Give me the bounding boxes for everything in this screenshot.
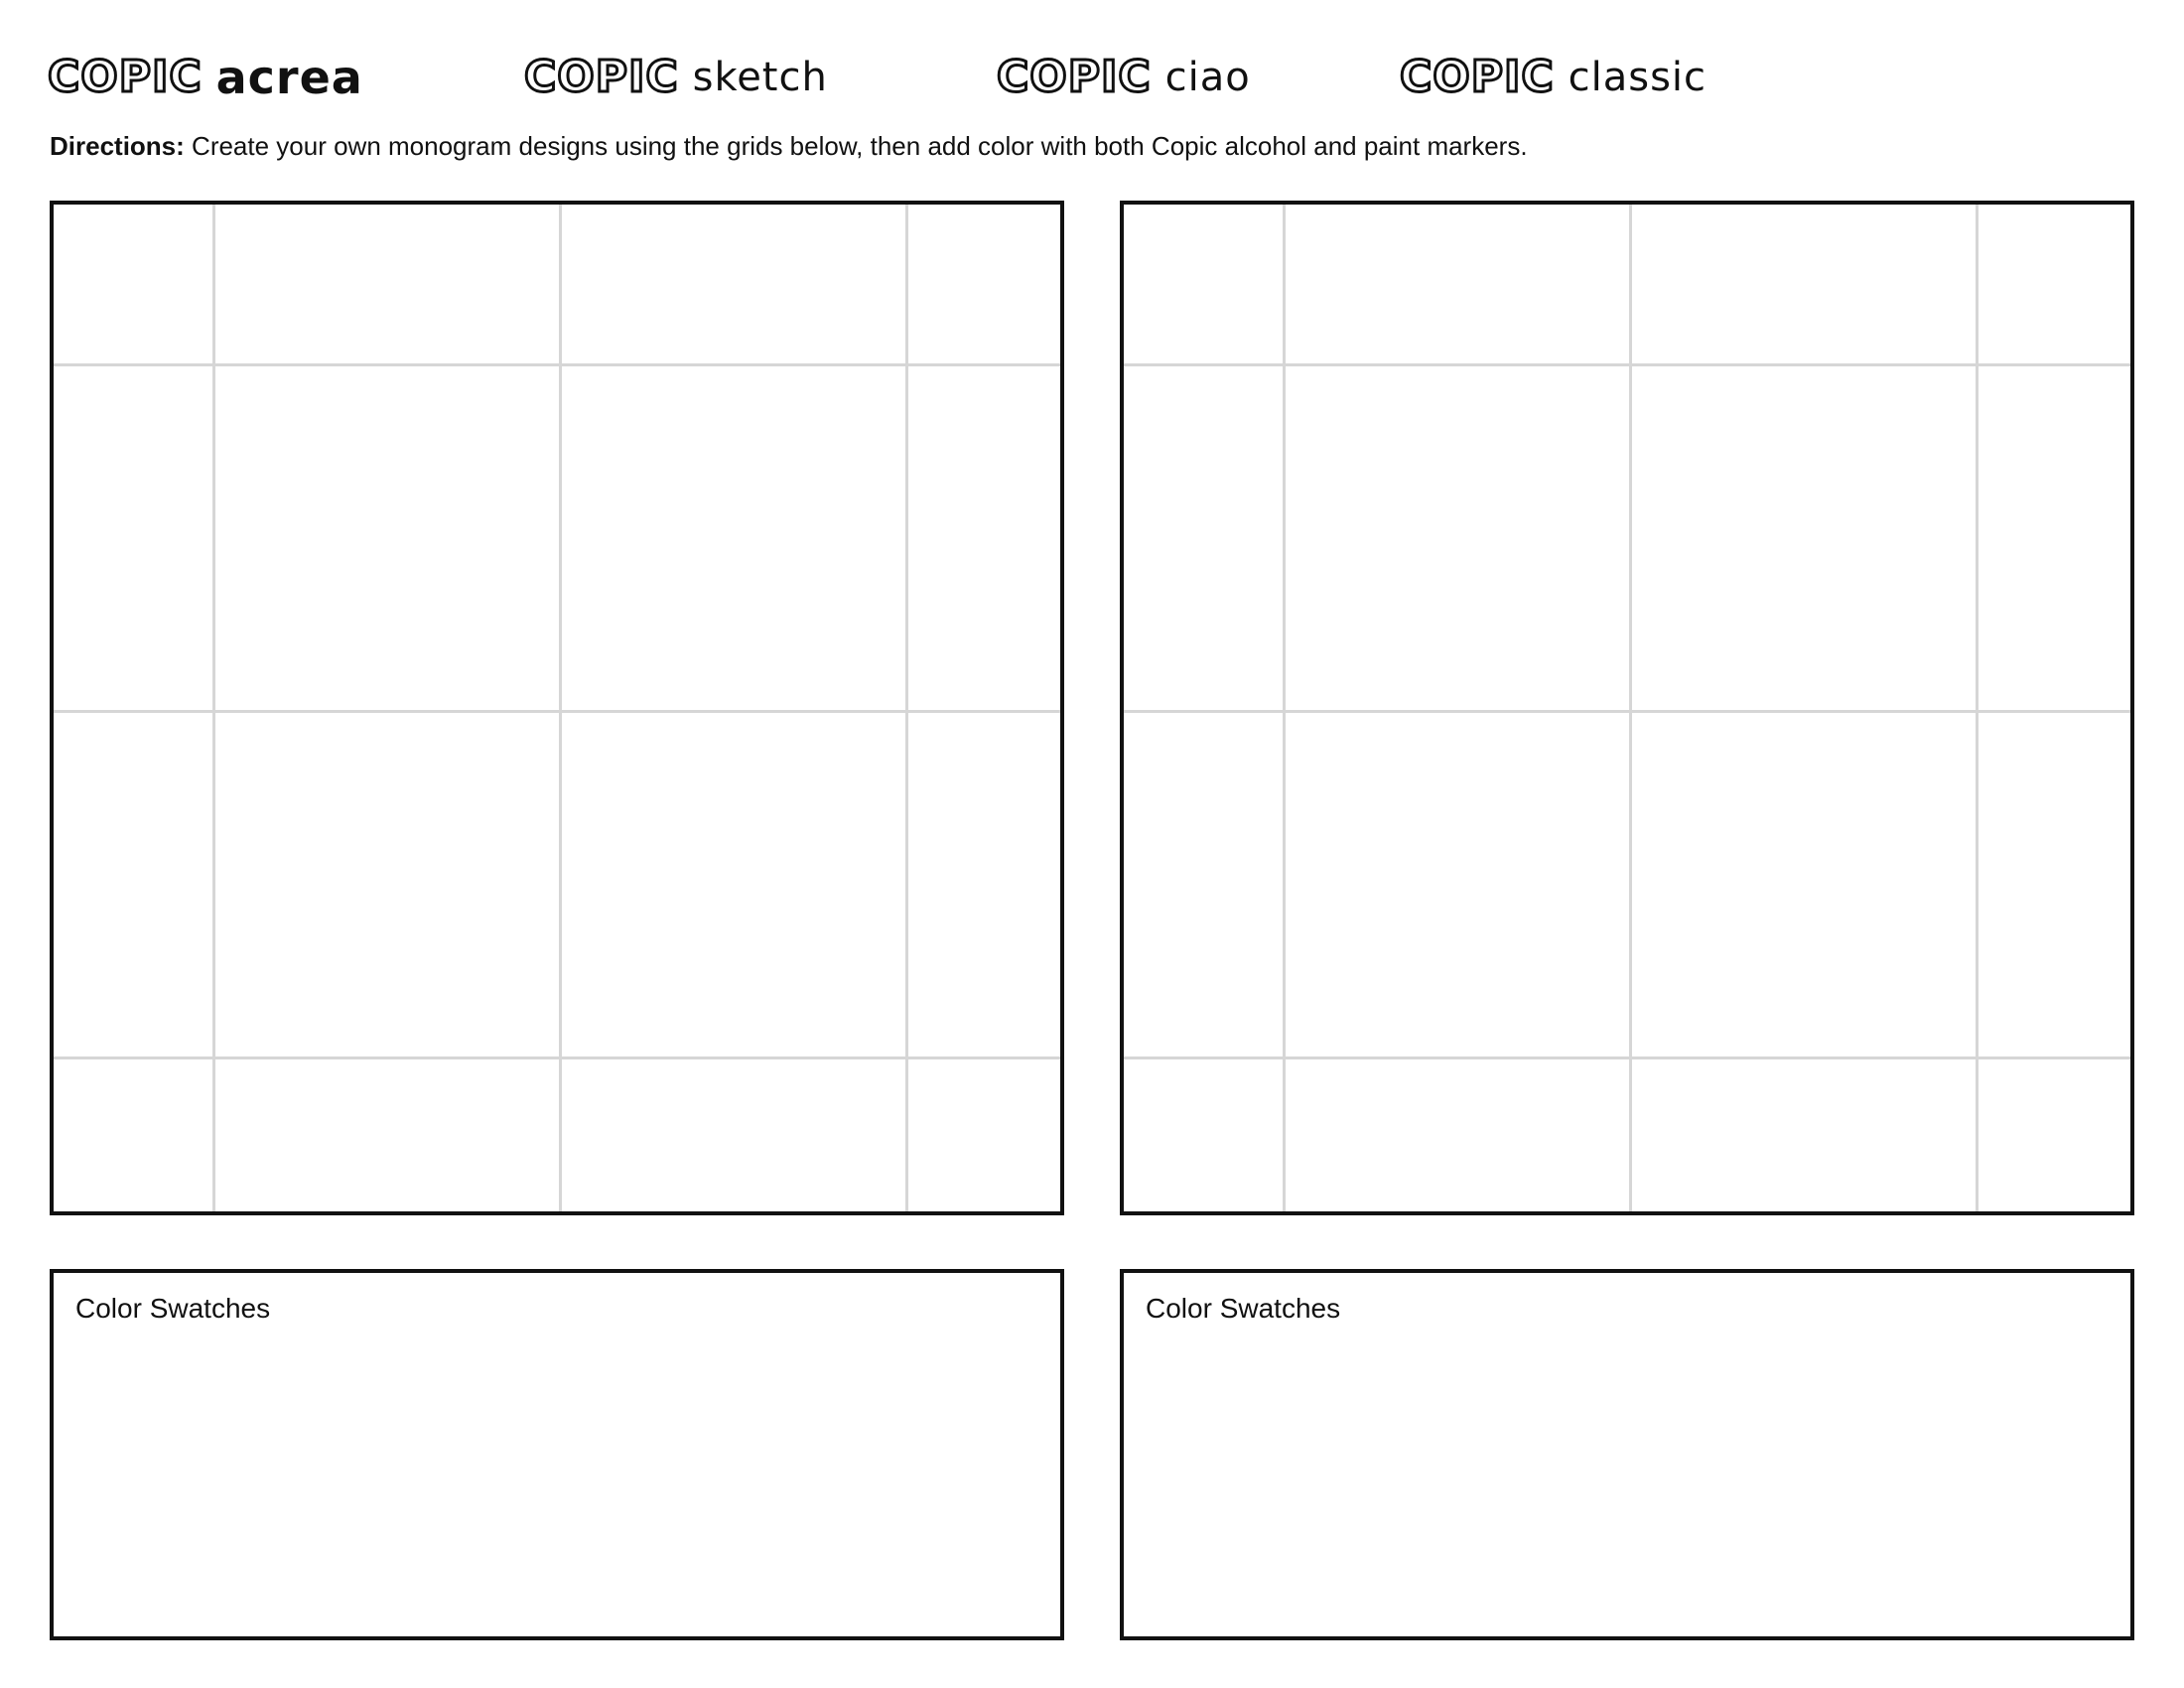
- grid-line-vertical: [905, 205, 908, 1211]
- product-line-name: classic: [1568, 55, 1707, 100]
- color-swatches-label: Color Swatches: [75, 1293, 271, 1324]
- copic-wordmark: COPIC: [48, 52, 203, 102]
- grid-line-vertical: [1283, 205, 1286, 1211]
- grid-line-horizontal: [54, 1056, 1060, 1059]
- copic-sketch-logo: [524, 44, 828, 103]
- directions-text: [50, 129, 1528, 163]
- copic-wordmark: COPIC: [524, 52, 679, 102]
- color-swatches-box-left[interactable]: [50, 1269, 1064, 1640]
- monogram-grid-right[interactable]: [1120, 201, 2134, 1215]
- monogram-grid-left[interactable]: [50, 201, 1064, 1215]
- color-swatches-label: Color Swatches: [1146, 1293, 1341, 1324]
- product-line-name: sketch: [692, 55, 828, 100]
- directions-label: Directions:: [50, 131, 185, 161]
- grid-line-vertical: [559, 205, 562, 1211]
- copic-classic-logo: [1400, 44, 1706, 103]
- copic-wordmark: COPIC: [997, 52, 1152, 102]
- product-line-name: acrea: [215, 51, 363, 104]
- grid-line-horizontal: [1124, 1056, 2130, 1059]
- grid-line-horizontal: [54, 363, 1060, 366]
- copic-wordmark: COPIC: [1400, 52, 1555, 102]
- copic-acrea-logo: [48, 44, 363, 103]
- copic-ciao-logo: [997, 44, 1251, 103]
- color-swatches-box-right[interactable]: [1120, 1269, 2134, 1640]
- grid-line-vertical: [1629, 205, 1632, 1211]
- directions-body: Create your own monogram designs using the grids below, then add color with both Copic alcohol and paint markers.: [184, 131, 1528, 161]
- grid-line-horizontal: [1124, 710, 2130, 713]
- grid-line-horizontal: [54, 710, 1060, 713]
- grid-line-vertical: [212, 205, 215, 1211]
- grid-line-horizontal: [1124, 363, 2130, 366]
- grid-line-vertical: [1976, 205, 1979, 1211]
- product-line-name: ciao: [1164, 55, 1251, 100]
